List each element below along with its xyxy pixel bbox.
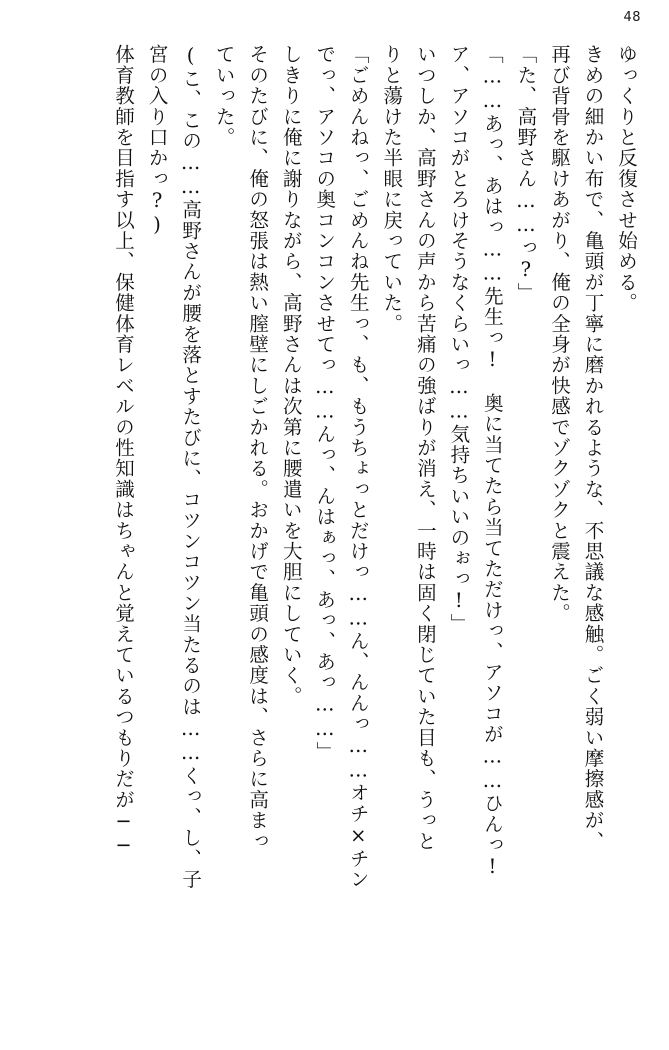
page-body-text [34,44,643,1028]
body-line: 体育教師を目指す以上、保健体育レベルの性知識はちゃんと覚えているつもりだが── [112,44,136,859]
body-line: きめの細かい布で、亀頭が丁寧に磨かれるような、不思議な感触。ごく弱い摩擦感が、 [581,44,605,852]
body-line: 「ごめんねっ、ごめんね先生っ、も、もうちょっとだけっ……ん、んんっ……オチ×チン [346,44,370,890]
body-line: 再び背骨を駆けあがり、俺の全身が快感でゾクゾクと震えた。 [547,44,571,624]
body-line: ゆっくりと反復させ始める。 [615,44,638,314]
body-line: でっ、アソコの奥コンコンさせてっ……んっ、んはぁっ、あっ、あっ……」 [313,44,337,762]
body-line: 「た、高野さん……っ?」 [514,44,538,303]
page-number: 48 [623,10,641,25]
body-line: いつしか、高野さんの声から苦痛の強ばりが消え、一時は固く閉じていた目も、うっと [413,44,437,852]
body-line: 宮の入り口かっ?) [145,44,169,238]
body-line: ていった。 [212,44,236,148]
body-line: そのたびに、俺の怒張は熱い膣壁にしごかれる。おかげで亀頭の感度は、さらに高まっ [246,44,270,852]
body-line: しきりに俺に謝りながら、高野さんは次第に腰遣いを大胆にしていく。 [279,44,303,707]
body-line: りと蕩けた半眼に戻っていた。 [380,44,404,334]
body-line: 「……あっ、あはっ……先生っ! 奥に当てたら当てただけっ、アソコが……ひんっ! [480,44,504,880]
body-line: (こ、この……高野さんが腰を落とすたびに、コツンコツン当たるのは……くっ、し、子 [179,44,203,890]
body-line: ア、アソコがとろけそうなくらいっ……気持ちいいのぉっ!」 [447,44,471,635]
